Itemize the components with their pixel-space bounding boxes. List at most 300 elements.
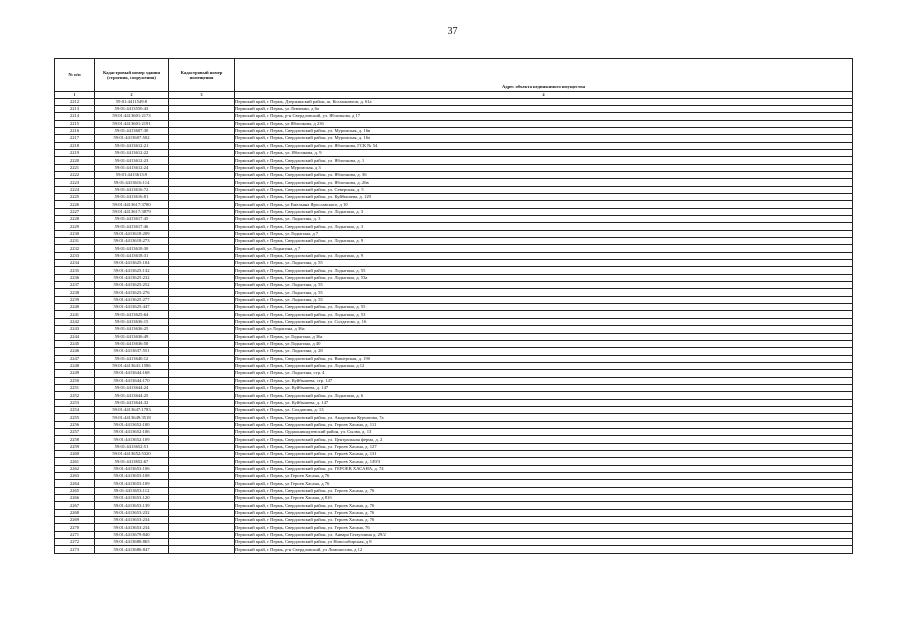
cadastral-number: 59:01:4413618:31 (95, 252, 169, 259)
table-row (55, 260, 853, 267)
address-cell: Пермский край, г Пермь, Свердловский район, ул. Героев Хасана, д. 149/3 (235, 458, 853, 465)
cadastral-number: 59:01:4413618:209 (95, 230, 169, 237)
table-row (55, 282, 853, 289)
address-cell: Пермский край, г Пермь, Свердловский район, ул. Яблочкова, д. 36 (235, 171, 853, 178)
cadastral-number: 59:01:4413617:3780 (95, 201, 169, 208)
room-number (169, 531, 235, 538)
table-row (55, 208, 853, 215)
table-row (55, 127, 853, 134)
room-number (169, 105, 235, 112)
address-cell: Пермский край, г Пермь, ул Емельяна Ярославского, д 10 (235, 201, 853, 208)
row-number: 2272 (55, 539, 95, 546)
address-cell: Пермский край, г Пермь, Свердловский район, ул. Героев Хасана, д. 111 (235, 421, 853, 428)
address-cell: Пермский край, г Пермь, Свердловский район, ул. Лодыгина, д.12 (235, 362, 853, 369)
address-cell: Пермский край, г Пермь, ул. Лодыгина, д. 55 (235, 260, 853, 267)
table-row (55, 326, 853, 333)
room-number (169, 509, 235, 516)
table-row (55, 120, 853, 127)
table-row (55, 318, 853, 325)
cadastral-number: 59:01:4413652:109 (95, 436, 169, 443)
room-number (169, 98, 235, 105)
room-number (169, 238, 235, 245)
address-cell: Пермский край, г Пермь, Свердловский район, ул. Героев Хасана, д. 127 (235, 443, 853, 450)
table-row (55, 348, 853, 355)
table-row (55, 340, 853, 347)
address-cell: Пермский край, г Пермь, ул. Куйбышева, д. 147 (235, 384, 853, 391)
row-number: 2237 (55, 282, 95, 289)
table-row (55, 384, 853, 391)
cadastral-number: 59:01:4413636:50 (95, 340, 169, 347)
column-number: 1 (55, 92, 95, 99)
table-row (55, 304, 853, 311)
row-number: 2266 (55, 495, 95, 502)
address-cell: Пермский край, г Пермь, ул Яблочкова, д 23б (235, 120, 853, 127)
cadastral-number: 59:01:4413613:9 (95, 171, 169, 178)
table-row (55, 223, 853, 230)
cadastral-number: 59:01:4413550:43 (95, 105, 169, 112)
row-number: 2260 (55, 451, 95, 458)
address-cell: Пермский край, г Пермь, Свердловский район, ул. Яблочкова, д. 26в (235, 179, 853, 186)
table-row (55, 98, 853, 105)
cadastral-number: 59:01:4413653:112 (95, 487, 169, 494)
row-number: 2267 (55, 502, 95, 509)
table-row (55, 443, 853, 450)
cadastral-number: 59:01:4413612:24 (95, 164, 169, 171)
row-number: 2225 (55, 193, 95, 200)
address-cell: Пермский край, г Пермь, ул. Лодыгина, стр. 4 (235, 370, 853, 377)
column-number: 3 (169, 92, 235, 99)
cadastral-number: 59:01:4413607:502 (95, 135, 169, 142)
address-cell: Пермский край, г Пермь, ул. Куйбышева, д. 147 (235, 399, 853, 406)
cadastral-number: 59:01:4413625:276 (95, 289, 169, 296)
row-number: 2248 (55, 362, 95, 369)
cadastral-number: 59:01:4413617:45 (95, 216, 169, 223)
row-number: 2254 (55, 406, 95, 413)
column-number: 4 (235, 92, 853, 99)
room-number (169, 193, 235, 200)
room-number (169, 311, 235, 318)
table-row (55, 487, 853, 494)
cadastral-number: 59:01:4413625:64 (95, 311, 169, 318)
room-number (169, 355, 235, 362)
row-number: 2239 (55, 296, 95, 303)
table-row (55, 238, 853, 245)
cadastral-number: 59:01:4413644:32 (95, 399, 169, 406)
row-number: 2271 (55, 531, 95, 538)
table-row (55, 289, 853, 296)
row-number: 2212 (55, 98, 95, 105)
room-number (169, 326, 235, 333)
row-number: 2252 (55, 392, 95, 399)
address-cell: Пермский край, г Пермь, Свердловский район, ул. Лодыгина, д. 3 (235, 223, 853, 230)
table-row (55, 436, 853, 443)
header-num: № п/п (55, 59, 95, 92)
address-cell: Пермский край, г Пермь, Свердловский район, ул. Лодыгина, д. 53а (235, 274, 853, 281)
cadastral-number: 59:01:4413653:120 (95, 495, 169, 502)
row-number: 2258 (55, 436, 95, 443)
row-number: 2259 (55, 443, 95, 450)
cadastral-number: 59:01:4413653:106 (95, 465, 169, 472)
cadastral-number: 59:01:4413653:232 (95, 509, 169, 516)
header-cadastral-building: Кадастровый номер здания (строения, сооружения) (95, 59, 169, 92)
column-number: 2 (95, 92, 169, 99)
row-number: 2264 (55, 480, 95, 487)
address-cell: Пермский край, г Пермь, Свердловский район, ул. Героев Хасана, 76 (235, 524, 853, 531)
row-number: 2253 (55, 399, 95, 406)
cadastral-number: 59:01:4413607:30 (95, 127, 169, 134)
table-row (55, 414, 853, 421)
table-row (55, 201, 853, 208)
address-cell: Пермский край, г Пермь, Свердловский район, ул. Героев Хасана, д. 76 (235, 502, 853, 509)
table-row (55, 267, 853, 274)
row-number: 2247 (55, 355, 95, 362)
row-number: 2262 (55, 465, 95, 472)
address-cell: Пермский край, г Пермь, ул Левченко, д 6а (235, 105, 853, 112)
table-row (55, 480, 853, 487)
room-number (169, 333, 235, 340)
table-row (55, 458, 853, 465)
table-row (55, 473, 853, 480)
cadastral-number: 59:01:4413625:132 (95, 267, 169, 274)
table-row (55, 179, 853, 186)
address-cell: Пермский край, г Пермь, Свердловский район, ул. Лодыгина, д. 9 (235, 252, 853, 259)
header-cadastral-room: Кадастровый номер помещения (169, 59, 235, 92)
address-cell: Пермский край, г Пермь, Свердловский район, ул. Куйбышева, д. 129 (235, 193, 853, 200)
cadastral-number: 59:01:4413652:106 (95, 428, 169, 435)
room-number (169, 149, 235, 156)
room-number (169, 539, 235, 546)
address-cell: Пермский край, г Пермь, Свердловский район, ул. Лодыгина, д. 3 (235, 208, 853, 215)
row-number: 2240 (55, 304, 95, 311)
room-number (169, 223, 235, 230)
cadastral-number: 59:01:4413601:2173 (95, 113, 169, 120)
address-cell: Пермский край, г Пермь, ул. Лодыгина, д. 55 (235, 289, 853, 296)
row-number: 2242 (55, 318, 95, 325)
room-number (169, 451, 235, 458)
cadastral-number: 59:01:4413612:23 (95, 157, 169, 164)
room-number (169, 252, 235, 259)
room-number (169, 186, 235, 193)
address-cell: Пермский край, ул Лодыгина, д 36а (235, 326, 853, 333)
table-row (55, 193, 853, 200)
table-row (55, 377, 853, 384)
cadastral-number: 59:01:4413616:72 (95, 186, 169, 193)
room-number (169, 348, 235, 355)
room-number (169, 201, 235, 208)
room-number (169, 304, 235, 311)
address-cell: Пермский край, г Пермь, Свердловский район, ул. Академика Курчатова, 7а (235, 414, 853, 421)
row-number: 2230 (55, 230, 95, 237)
room-number (169, 282, 235, 289)
room-number (169, 171, 235, 178)
row-number: 2249 (55, 370, 95, 377)
row-number: 2261 (55, 458, 95, 465)
row-number: 2235 (55, 267, 95, 274)
header-address: Адрес объекта недвижимого имущества (235, 59, 853, 92)
cadastral-number: 59:01:4413653:139 (95, 502, 169, 509)
row-number: 2221 (55, 164, 95, 171)
cadastral-number: 59:01:4413640:12 (95, 355, 169, 362)
address-cell: Пермский край, г Пермь, Свердловский район, ул. ГЕРОЕВ ХАСАНА, д. 74 (235, 465, 853, 472)
table-row (55, 355, 853, 362)
address-cell: Пермский край, г Пермь, ул. Солдатова, д. 13 (235, 406, 853, 413)
room-number (169, 157, 235, 164)
table-row (55, 135, 853, 142)
cadastral-number: 59:01:4413647:1783 (95, 406, 169, 413)
address-cell: Пермский край, ул Лодыгина, д 7 (235, 245, 853, 252)
address-cell: Пермский край, г Пермь, ул Муромская, д 3 (235, 164, 853, 171)
cadastral-number: 59:01:4413653:108 (95, 473, 169, 480)
cadastral-number: 59:01:4413637:551 (95, 348, 169, 355)
address-cell: Пермский край, г Пермь, ул Героев Хасана, д 76 (235, 473, 853, 480)
room-number (169, 260, 235, 267)
room-number (169, 142, 235, 149)
room-number (169, 377, 235, 384)
room-number (169, 289, 235, 296)
cadastral-number: 59:01:4413644:168 (95, 370, 169, 377)
address-cell: Пермский край, г Пермь, Свердловский район, ул. Вишерская, д. 19б (235, 355, 853, 362)
cadastral-number: 59:01:4413680:865 (95, 539, 169, 546)
row-number: 2218 (55, 142, 95, 149)
room-number (169, 216, 235, 223)
cadastral-number: 59:01:4413625:277 (95, 296, 169, 303)
address-cell: Пермский край, г Пермь, ул. Лодыгина, д. 55 (235, 296, 853, 303)
room-number (169, 421, 235, 428)
row-number: 2263 (55, 473, 95, 480)
table-row (55, 392, 853, 399)
address-cell: Пермский край, г Пермь, Свердловский район, ул. Героев Хасана, д. 76 (235, 517, 853, 524)
row-number: 2270 (55, 524, 95, 531)
address-cell: Пермский край, г Пермь, р-н Свердловский, ул Ломоносова, д 12 (235, 546, 853, 553)
room-number (169, 546, 235, 553)
table-row (55, 531, 853, 538)
table-row (55, 105, 853, 112)
cadastral-number: 59:01:4413679:840 (95, 531, 169, 538)
cadastral-number: 59:01:4413653:234 (95, 524, 169, 531)
address-cell: Пермский край, г Пермь, Орджоникидзевский район, ул. Сылва, д. 13 (235, 428, 853, 435)
row-number: 2268 (55, 509, 95, 516)
cadastral-number: 59:01:4413625:104 (95, 260, 169, 267)
table-row (55, 245, 853, 252)
row-number: 2250 (55, 377, 95, 384)
table-row (55, 502, 853, 509)
row-number: 2217 (55, 135, 95, 142)
room-number (169, 230, 235, 237)
cadastral-number: 59:01:4413612:22 (95, 149, 169, 156)
address-cell: Пермский край, г Пермь, ул. Лодыгина, д. 55 (235, 282, 853, 289)
address-cell: Пермский край, г Пермь, Свердловский район, ул. Солдатова, д. 16 (235, 318, 853, 325)
room-number (169, 135, 235, 142)
cadastral-number: 59:01:4413649:3518 (95, 414, 169, 421)
table-row (55, 524, 853, 531)
table-row (55, 406, 853, 413)
table-row (55, 509, 853, 516)
room-number (169, 399, 235, 406)
row-number: 2238 (55, 289, 95, 296)
room-number (169, 414, 235, 421)
address-cell: Пермский край, г Пермь, ул Героев Хасана, д 81б (235, 495, 853, 502)
room-number (169, 120, 235, 127)
cadastral-number: 59:01:4413652:67 (95, 458, 169, 465)
table-row (55, 142, 853, 149)
address-cell: Пермский край, г Пермь, Свердловский район, ул. Центральная ферма, д. 2 (235, 436, 853, 443)
row-number: 2244 (55, 333, 95, 340)
table-row (55, 539, 853, 546)
table-row (55, 495, 853, 502)
row-number: 2269 (55, 517, 95, 524)
cadastral-number: 59:01:4413616:81 (95, 193, 169, 200)
room-number (169, 384, 235, 391)
row-number: 2256 (55, 421, 95, 428)
address-cell: Пермский край, г Пермь, Свердловский район, ул. Лодыгина, д. 55 (235, 304, 853, 311)
row-number: 2265 (55, 487, 95, 494)
cadastral-number: 59:01:4413653:234 (95, 517, 169, 524)
cadastral-number: 59:01:4413617:46 (95, 223, 169, 230)
address-cell: Пермский край, г Пермь, Свердловский район, ул. Яблочкова, ГСК № 54 (235, 142, 853, 149)
table-row (55, 428, 853, 435)
table-row (55, 274, 853, 281)
room-number (169, 208, 235, 215)
table-row (55, 164, 853, 171)
room-number (169, 406, 235, 413)
room-number (169, 480, 235, 487)
row-number: 2251 (55, 384, 95, 391)
cadastral-number: 59:01:4413636:25 (95, 326, 169, 333)
table-row (55, 333, 853, 340)
table-row (55, 230, 853, 237)
address-cell: Пермский край, г Пермь, Свердловский район, ул. Муромская, д. 16а (235, 135, 853, 142)
cadastral-number: 59:01:4413641:1586 (95, 362, 169, 369)
table-row (55, 149, 853, 156)
address-cell: Пермский край, г Пермь, Свердловский район, ул. Героев Хасана, д. 131 (235, 451, 853, 458)
address-cell: Пермский край, г Пермь, ул. Яблочкова, д. 9 (235, 149, 853, 156)
room-number (169, 502, 235, 509)
cadastral-number: 59:01:4413636:15 (95, 318, 169, 325)
room-number (169, 443, 235, 450)
room-number (169, 495, 235, 502)
table-row (55, 171, 853, 178)
address-cell: Пермский край, г Пермь, ул Лодыгина, д 36а (235, 333, 853, 340)
table-row (55, 451, 853, 458)
cadastral-number: 59:01:4413617:3879 (95, 208, 169, 215)
table-row (55, 362, 853, 369)
table-row (55, 546, 853, 553)
table-row (55, 399, 853, 406)
row-number: 2245 (55, 340, 95, 347)
cadastral-number: 59:01:4413644:170 (95, 377, 169, 384)
room-number (169, 517, 235, 524)
row-number: 2241 (55, 311, 95, 318)
cadastral-number: 59:01:4413686:847 (95, 546, 169, 553)
row-number: 2231 (55, 238, 95, 245)
cadastral-number: 59:01:4413644:24 (95, 384, 169, 391)
page-number: 37 (447, 26, 458, 37)
row-number: 2236 (55, 274, 95, 281)
table-row (55, 157, 853, 164)
row-number: 2273 (55, 546, 95, 553)
row-number: 2227 (55, 208, 95, 215)
table-row (55, 370, 853, 377)
table-row (55, 296, 853, 303)
cadastral-number: 59:01:4413612:21 (95, 142, 169, 149)
room-number (169, 296, 235, 303)
room-number (169, 436, 235, 443)
room-number (169, 487, 235, 494)
cadastral-number: 59:01:4413601:2191 (95, 120, 169, 127)
table-row (55, 252, 853, 259)
address-cell: Пермский край, г Пермь, ул Лодыгина, д 7 (235, 230, 853, 237)
row-number: 2223 (55, 179, 95, 186)
room-number (169, 267, 235, 274)
address-cell: Пермский край, г Пермь, Дзержинский район, ш. Космонавтов, д. 61а (235, 98, 853, 105)
cadastral-number: 59:01:4413616:114 (95, 179, 169, 186)
row-number: 2232 (55, 245, 95, 252)
cadastral-number: 59:01:4413625:252 (95, 282, 169, 289)
room-number (169, 428, 235, 435)
row-number: 2220 (55, 157, 95, 164)
room-number (169, 245, 235, 252)
row-number: 2246 (55, 348, 95, 355)
room-number (169, 465, 235, 472)
row-number: 2215 (55, 120, 95, 127)
row-number: 2229 (55, 223, 95, 230)
row-number: 2243 (55, 326, 95, 333)
room-number (169, 458, 235, 465)
row-number: 2222 (55, 171, 95, 178)
address-cell: Пермский край, г Пермь, ул Героев Хасана, д 76 (235, 480, 853, 487)
row-number: 2226 (55, 201, 95, 208)
address-cell: Пермский край, г Пермь, Свердловский район, ул. Анвара Гатауллина д. 29/2 (235, 531, 853, 538)
cadastral-number: 59:01:4413652:100 (95, 421, 169, 428)
room-number (169, 340, 235, 347)
address-cell: Пермский край, г Пермь, Свердловский район, ул Новосибирская, д 8 (235, 539, 853, 546)
row-number: 2233 (55, 252, 95, 259)
cadastral-number: 59:01:4413625:447 (95, 304, 169, 311)
cadastral-number: 59:01:4411549:8 (95, 98, 169, 105)
room-number (169, 524, 235, 531)
address-cell: Пермский край, г Пермь, Свердловский район, ул. Лодыгина, д. 6 (235, 392, 853, 399)
room-number (169, 179, 235, 186)
cadastral-number: 59:01:4413618:273 (95, 238, 169, 245)
address-cell: Пермский край, г Пермь, Свердловский район, ул. Героев Хасана, д. 76 (235, 509, 853, 516)
row-number: 2255 (55, 414, 95, 421)
table-row (55, 216, 853, 223)
table-row (55, 186, 853, 193)
cadastral-number: 59:01:4413618:30 (95, 245, 169, 252)
row-number: 2257 (55, 428, 95, 435)
address-cell: Пермский край, г Пермь, Свердловский район, ул. Северская, д. 5 (235, 186, 853, 193)
row-number: 2213 (55, 105, 95, 112)
room-number (169, 164, 235, 171)
room-number (169, 473, 235, 480)
room-number (169, 318, 235, 325)
room-number (169, 392, 235, 399)
address-cell: Пермский край, г Пермь, Свердловский район, ул. Лодыгина, д. 53 (235, 311, 853, 318)
room-number (169, 127, 235, 134)
room-number (169, 370, 235, 377)
cadastral-number: 59:01:4413653:109 (95, 480, 169, 487)
table-row (55, 311, 853, 318)
address-cell: Пермский край, г Пермь, ул. Лодыгина, д. 3 (235, 216, 853, 223)
row-number: 2219 (55, 149, 95, 156)
cadastral-number: 59:01:4413644:25 (95, 392, 169, 399)
room-number (169, 274, 235, 281)
cadastral-number: 59:01:4413652:51 (95, 443, 169, 450)
address-cell: Пермский край, г Пермь, Свердловский район, ул. Героев Хасана, д. 76 (235, 487, 853, 494)
row-number: 2216 (55, 127, 95, 134)
row-number: 2234 (55, 260, 95, 267)
table-row (55, 517, 853, 524)
